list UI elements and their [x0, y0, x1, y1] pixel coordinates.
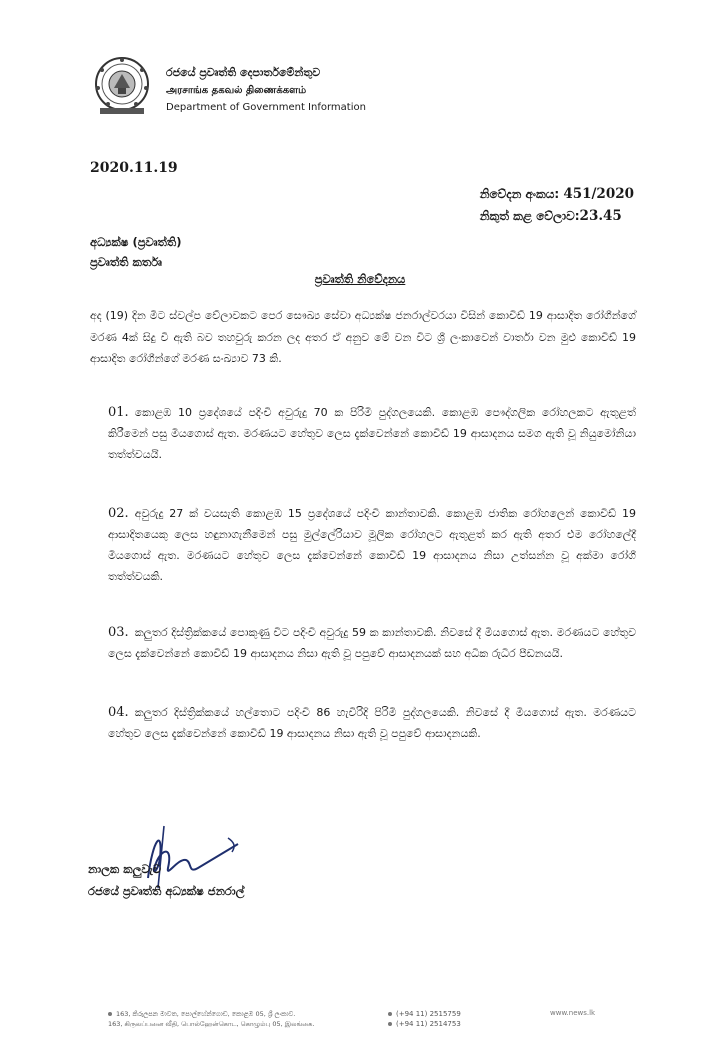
- department-name-english: Department of Government Information: [166, 102, 366, 113]
- list-item: [108, 402, 636, 465]
- item-number: 03.: [108, 625, 129, 640]
- signatory: [88, 858, 244, 902]
- phone-1: (+94 11) 2515759: [396, 1010, 461, 1018]
- item-text: කලුතර දිස්ත්‍රික්කයේ පොකුණු විට පදිංචි අවුරුදු 59 ක කාන්තාවකි. නිවසේ දී මියගොස් ඇත. මරණයට හේතුව ලෙස දැක්වෙන්නේ කොවිඩ් 19 ආසාදනය නිසා ඇති වූ පපුවේ ආසාදනයක් සහ අධික රුධිර පීඩනයයි.: [108, 626, 636, 660]
- phone-2: (+94 11) 2514753: [396, 1020, 461, 1028]
- document-heading: ප්‍රවෘත්ති නිවේදනය: [314, 272, 406, 286]
- department-name-sinhala: රජයේ ප්‍රවෘත්ති දෙපාර්තමේන්තුව: [166, 66, 321, 79]
- issued-time-label: නිකුත් කළ වේලාව:: [479, 209, 580, 223]
- item-number: 02.: [108, 506, 129, 521]
- list-item: [108, 503, 636, 587]
- addressee: [90, 232, 181, 272]
- item-text: කලුතර දිස්ත්‍රික්කයේ හල්තොට පදිංචි 86 හැවිරිදි පිරිමි පුද්ගලයෙකි. නිවසේ දී මියගොස් ඇත. මරණයට හේතුව ලෙස දැක්වෙන්නේ කොවිඩ් 19 ආසාදනය නිසා ඇති වූ පපුවේ ආසාදනයකි.: [108, 706, 636, 740]
- phone-icon: [388, 1012, 392, 1016]
- issued-time-line: [480, 208, 634, 224]
- release-number-label: නිවේදන අංකය:: [479, 187, 560, 201]
- release-date: 2020.11.19: [90, 160, 178, 176]
- release-meta: [480, 186, 634, 230]
- addressee-line-2: ප්‍රවෘත්ති කර්තෘ: [90, 255, 162, 269]
- fax-icon: [388, 1022, 392, 1026]
- footer-website: www.news.lk: [550, 1009, 596, 1017]
- letterhead: [92, 54, 452, 124]
- item-text: කොළඹ 10 ප්‍රදේශයේ පදිංචි අවුරුදු 70 ක පිරිමි පුද්ගලයෙකි. කොළඹ පෞද්ගලික රෝහලකට ඇතුළත් කිරීමෙන් පසු මියගොස් ඇත. මරණයට හේතුව ලෙස දැක්වෙන්නේ කොවිඩ් 19 ආසාදනය සමග ඇති වූ නියුමෝනියා තත්ත්වයයි.: [108, 406, 636, 461]
- list-item: [108, 622, 636, 664]
- bullet-icon: [108, 1012, 112, 1016]
- address-sinhala: 163, කිරුලපන මාවත, පොල්හේන්ගොඩ, කොළඹ 05, ශ්‍රී ලංකාව.: [116, 1010, 296, 1018]
- issued-time: 23.45: [579, 208, 622, 224]
- item-number: 04.: [108, 705, 129, 720]
- addressee-line-1: අධ්‍යක්ෂ (ප්‍රවෘත්ති): [90, 235, 182, 249]
- footer: [0, 1005, 720, 1039]
- item-text: අවුරුදු 27 ක් වයසැති කොළඹ 15 ප්‍රදේශයේ පදිංචි කාන්තාවකි. කොළඹ ජාතික රෝහලෙන් කොවිඩ් 19 ආසාදිතයෙකු ලෙස හඳුනාගැනීමෙන් පසු මුල්ලේරියාව මූලික රෝහලට ඇතුළත් කර ඇති අතර එම රෝහලේදී මියගොස් ඇත. මරණයට හේතුව ලෙස දැක්වෙන්නේ කොවිඩ් 19 ආසාදනය නිසා උත්සන්න වූ අක්මා රෝගී තත්ත්වයකි.: [108, 507, 636, 583]
- intro-paragraph: අද (19) දින මීට ස්වල්ප වේලාවකට පෙර සෞඛ්‍ය සේවා අධ්‍යක්ෂ ජනරාල්වරයා විසින් කොවිඩ් 19 ආසාදිත රෝගීන්ගේ මරණ 4ක් සිදු වී ඇති බව තහවුරු කරන ලද අතර ඒ අනුව මේ වන විට ශ්‍රී ලංකාවෙන් වාර්තා වන මුළු කොවිඩ් 19 ආසාදිත රෝගීන්ගේ මරණ සංඛ්‍යාව 73 කි.: [90, 309, 636, 365]
- signatory-name: නාලක කලුවැව: [88, 862, 162, 876]
- release-number-line: [480, 186, 634, 202]
- item-number: 01.: [108, 405, 129, 420]
- signatory-title: රජයේ ප්‍රවෘත්ති අධ්‍යක්ෂ ජනරාල්: [88, 884, 245, 898]
- state-emblem-icon: [92, 54, 152, 116]
- list-item: [108, 702, 636, 744]
- footer-phones: [388, 1009, 461, 1029]
- department-name-tamil: அரசாங்க தகவல் திணைக்களம்: [166, 85, 307, 96]
- address-tamil: 163, கிருலப்பனை வீதி, பொல்ஹேன்கொட, கொழும்பு 05, இலங்கை.: [108, 1020, 315, 1028]
- footer-address: [108, 1009, 315, 1029]
- release-number: 451/2020: [563, 186, 634, 202]
